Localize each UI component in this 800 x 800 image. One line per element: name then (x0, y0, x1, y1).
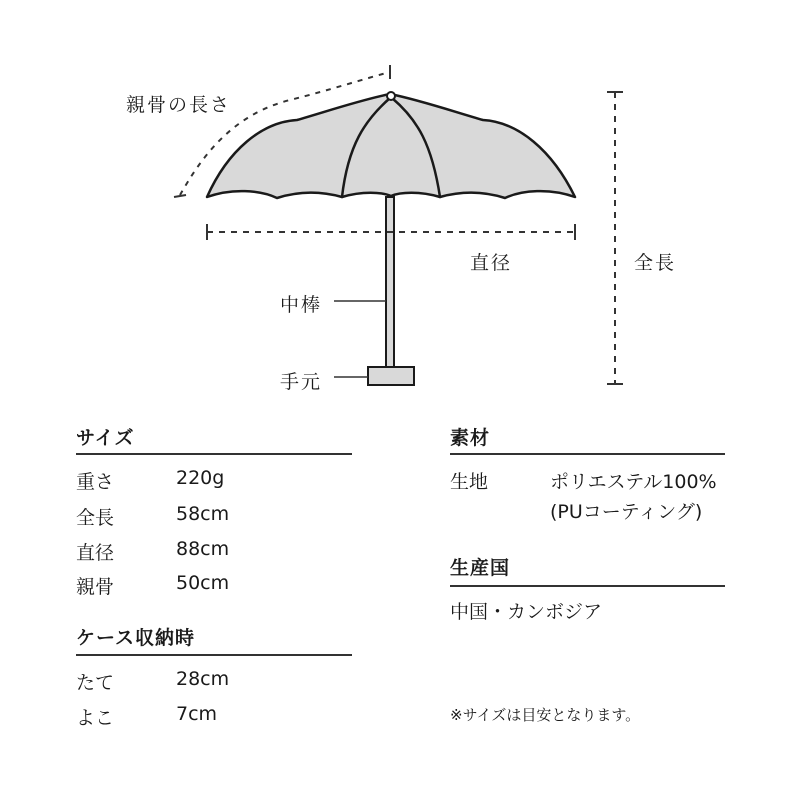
umbrella-shaft (386, 197, 394, 367)
umbrella-canopy (207, 94, 575, 198)
case-section-divider (76, 654, 352, 656)
size-row-value: 88cm (176, 538, 230, 560)
size-row-value: 220g (176, 467, 225, 489)
shaft-label: 中棒 (280, 294, 323, 316)
size-row-label: 親骨 (76, 576, 115, 598)
material-row-value-line1: ポリエステル100% (550, 471, 717, 493)
material-row-label: 生地 (450, 471, 489, 493)
case-row-label: たて (76, 672, 115, 694)
size-disclaimer-note: ※サイズは目安となります。 (450, 706, 641, 724)
umbrella-handle (368, 367, 414, 385)
size-row-value: 58cm (176, 503, 230, 525)
handle-label: 手元 (280, 371, 323, 393)
size-section-divider (76, 453, 352, 455)
origin-section-title: 生産国 (450, 557, 511, 579)
origin-value: 中国・カンボジア (450, 601, 603, 623)
origin-section-divider (450, 585, 725, 587)
material-section-divider (450, 453, 725, 455)
umbrella-tip (387, 92, 395, 100)
total-length-label: 全長 (634, 252, 677, 274)
case-row-label: よこ (76, 707, 115, 729)
size-row-label: 重さ (76, 471, 115, 493)
material-row-value-line2: (PUコーティング) (550, 501, 703, 523)
material-section-title: 素材 (450, 427, 491, 449)
diameter-label: 直径 (470, 252, 513, 274)
size-section-title: サイズ (76, 427, 135, 449)
case-section-title: ケース収納時 (76, 627, 196, 649)
case-row-value: 7cm (176, 703, 218, 725)
case-row-value: 28cm (176, 668, 230, 690)
rib-length-label: 親骨の長さ (126, 94, 232, 116)
size-row-value: 50cm (176, 572, 230, 594)
size-row-label: 全長 (76, 507, 115, 529)
size-row-label: 直径 (76, 542, 115, 564)
